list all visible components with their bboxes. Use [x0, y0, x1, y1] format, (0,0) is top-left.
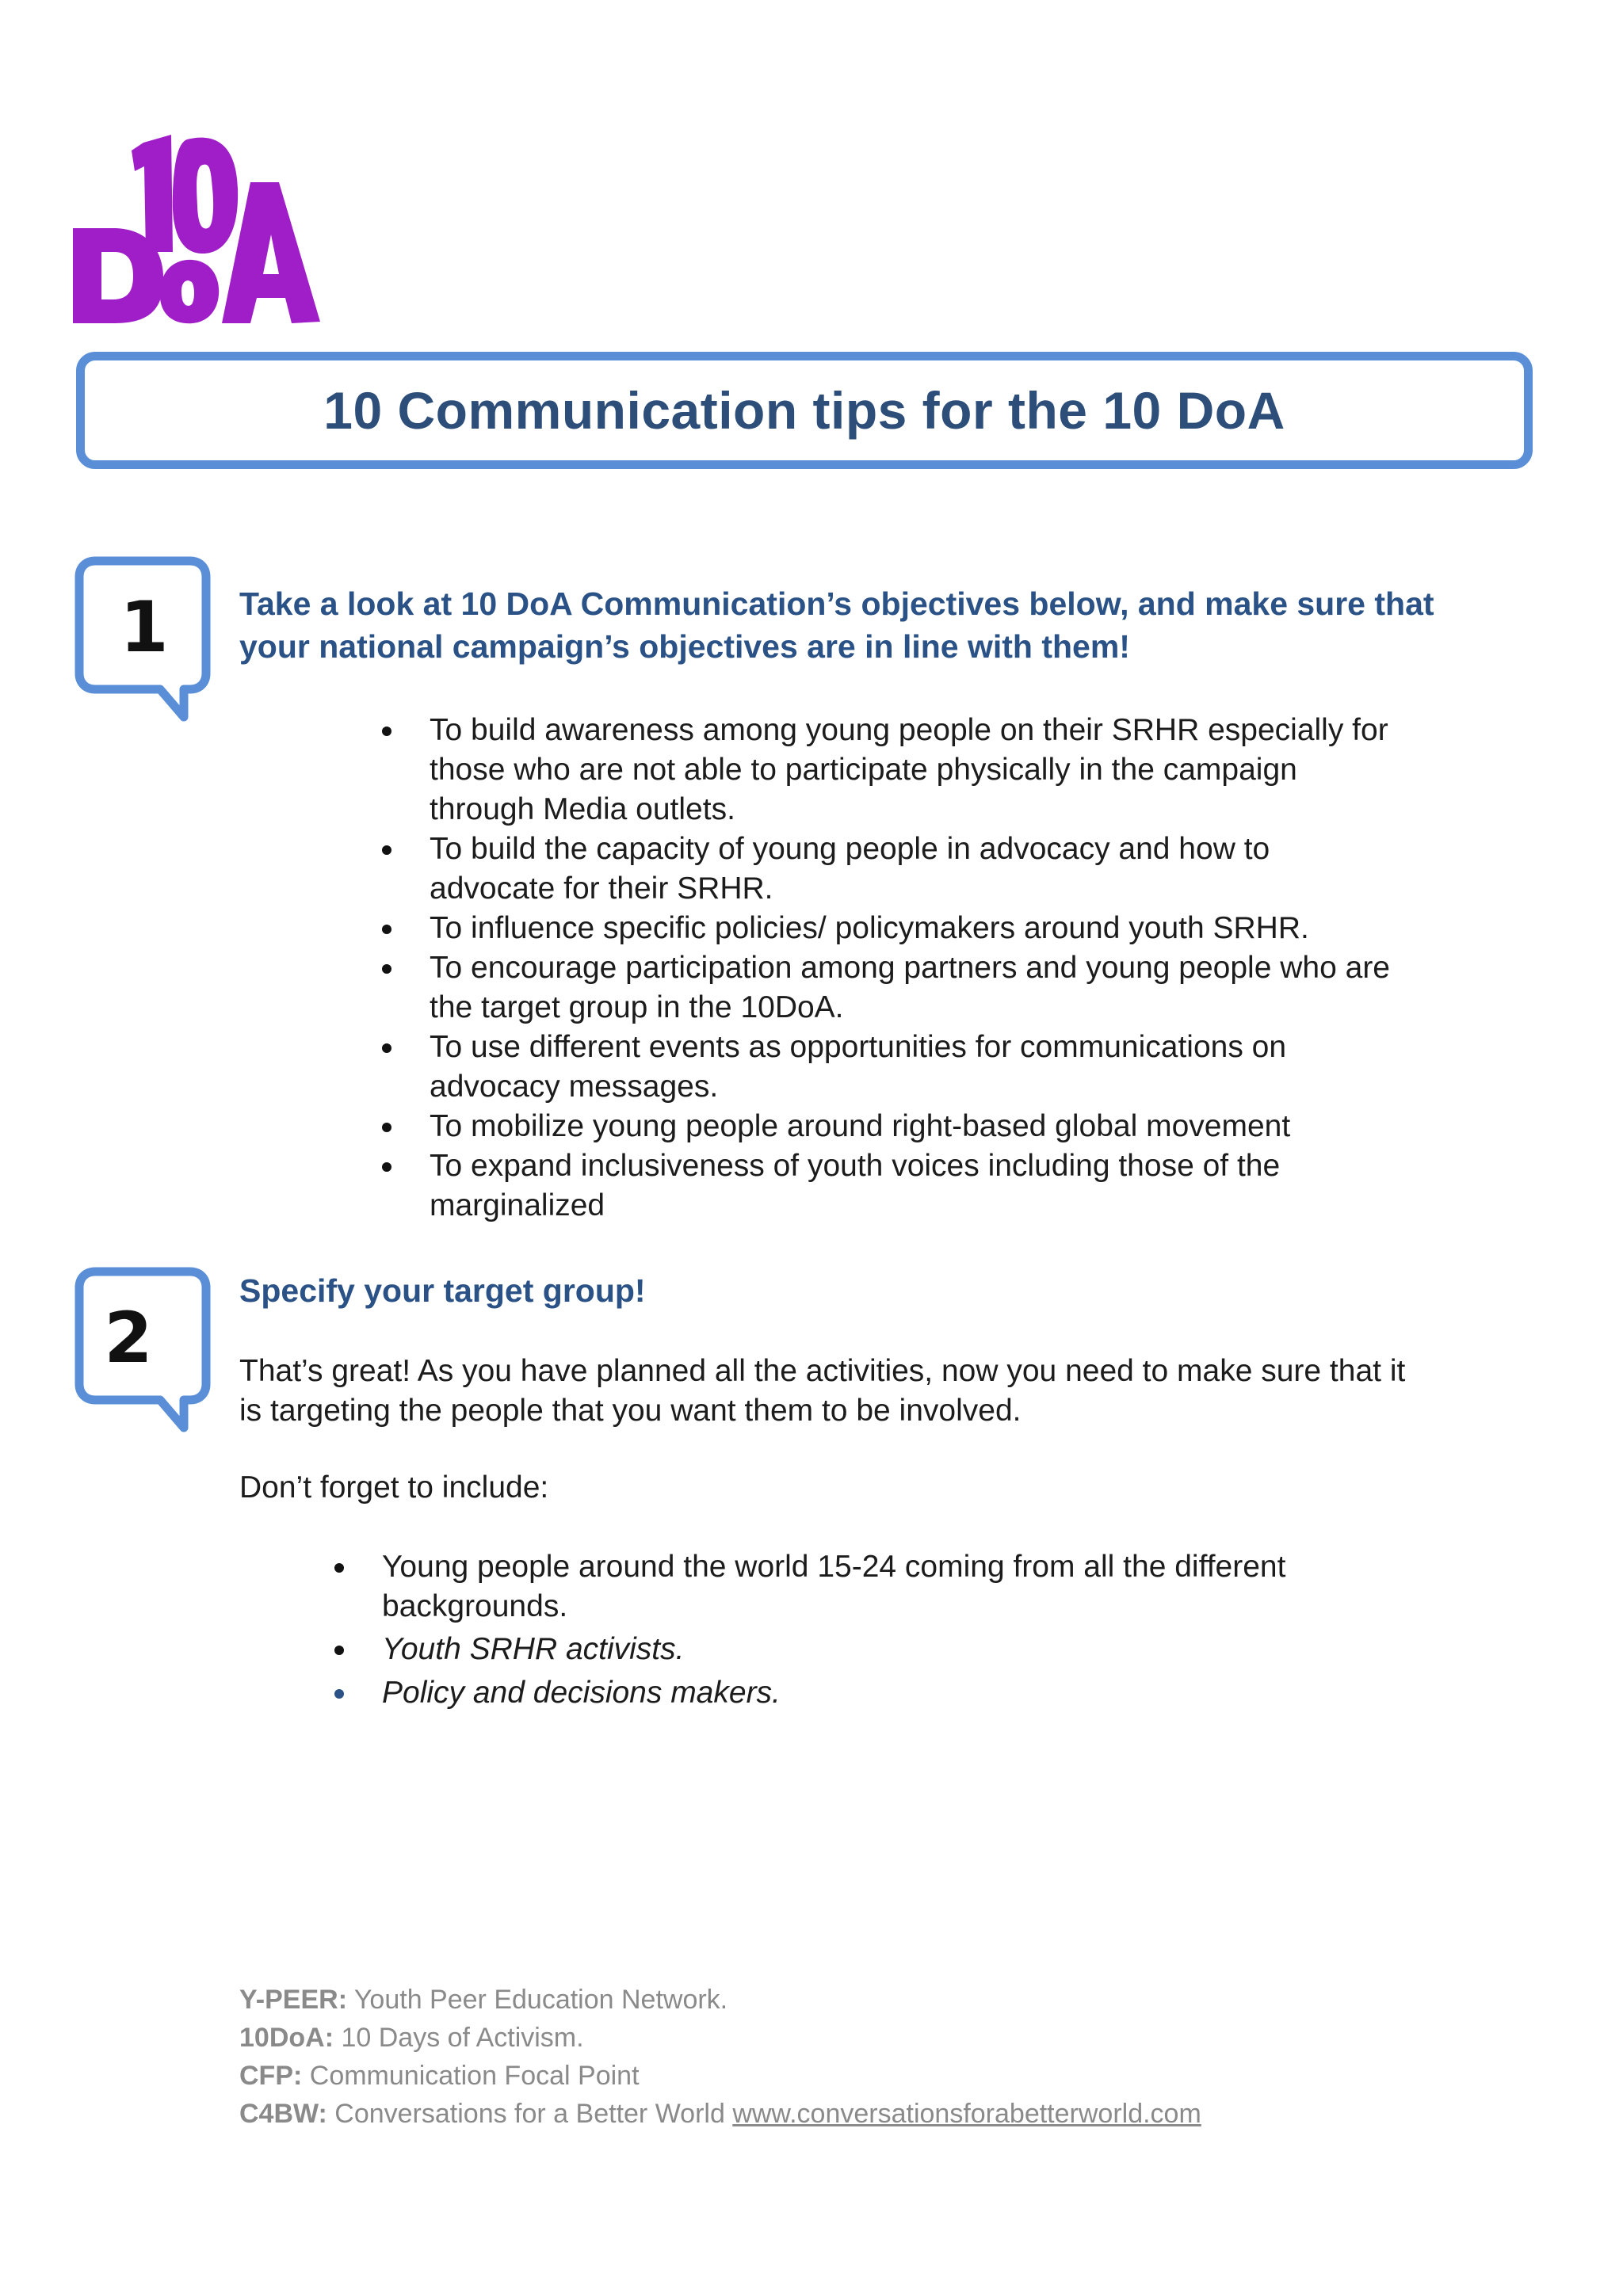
footer-glossary — [239, 1981, 1428, 2133]
tip-2-paragraph: That’s great! As you have planned all the activities, now you need to make sure that it is targeting the people that you want them to be involved. — [239, 1354, 1406, 1428]
list-item: Youth SRHR activists. — [382, 1630, 1491, 1669]
glossary-ypeer: Y-PEER: Youth Peer Education Network. — [239, 1985, 728, 2015]
tip-1-number: 1 — [120, 586, 169, 668]
tip-1-heading-line2: your national campaign’s objectives are in line with them! — [239, 628, 1130, 665]
c4bw-website-link[interactable]: www.conversationsforabetterworld.com — [732, 2099, 1201, 2129]
objectives-list — [430, 711, 1491, 1226]
glossary-c4bw: C4BW: Conversations for a Better World www.conversationsforabetterworld.com — [239, 2099, 1201, 2129]
tip-1-bubble — [71, 555, 214, 729]
tip-1-heading-line1: Take a look at 10 DoA Communication’s objectives below, and make sure that — [239, 585, 1434, 622]
list-item: To mobilize young people around right-based global movement — [430, 1107, 1491, 1146]
list-item: To use different events as opportunities for communications on advocacy messages. — [430, 1028, 1491, 1107]
tip-2-heading: Specify your target group! — [239, 1272, 646, 1309]
title-box — [76, 352, 1533, 469]
tip-1-heading — [239, 582, 1491, 668]
list-item: To influence specific policies/ policymakers around youth SRHR. — [430, 909, 1491, 948]
10doa-logo — [68, 133, 322, 327]
list-item: Policy and decisions makers. — [382, 1673, 1491, 1713]
page-title: 10 Communication tips for the 10 DoA — [323, 381, 1285, 440]
glossary-10doa: 10DoA: 10 Days of Activism. — [239, 2023, 584, 2053]
target-group-list — [382, 1547, 1491, 1713]
list-item: Young people around the world 15-24 coming from all the different backgrounds. — [382, 1547, 1491, 1627]
list-item: To expand inclusiveness of youth voices including those of the marginalized — [430, 1146, 1491, 1226]
list-item: To build awareness among young people on their SRHR especially for those who are not able to participate physically in the campaign through Media outlets. — [430, 711, 1491, 830]
glossary-cfp: CFP: Communication Focal Point — [239, 2061, 640, 2091]
tip-2-bubble — [71, 1265, 214, 1440]
list-item: To encourage participation among partners and young people who are the target group in the 10DoA. — [430, 948, 1491, 1028]
tip-2-number: 2 — [104, 1297, 153, 1379]
list-item: To build the capacity of young people in advocacy and how to advocate for their SRHR. — [430, 830, 1491, 909]
include-label: Don’t forget to include: — [239, 1470, 549, 1505]
